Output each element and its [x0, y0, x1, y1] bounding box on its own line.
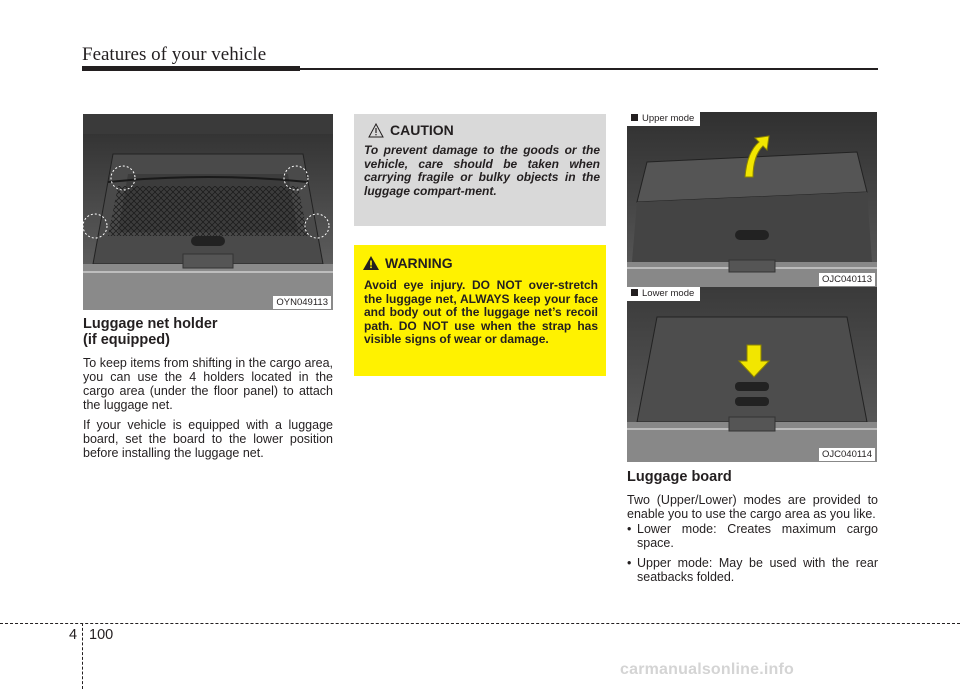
- bullet-mark: •: [627, 522, 632, 536]
- caution-box: [354, 114, 606, 226]
- header-rule: [82, 66, 300, 71]
- warning-box: [354, 245, 606, 376]
- caution-text: To prevent damage to the goods or the vehicle, care should be taken when carrying fragile or bulky objects in the luggage compart-ment.: [364, 143, 600, 198]
- upper-mode-tag-label: Upper mode: [642, 113, 695, 124]
- net-holder-heading-line1: Luggage net holder: [83, 316, 218, 332]
- warning-triangle-icon: [362, 255, 380, 271]
- luggage-board-section: [627, 469, 878, 590]
- photo-code: OJC040114: [819, 448, 875, 461]
- net-holder-paragraph: If your vehicle is equipped with a luggage board, set the board to the lower position before installing the luggage net.: [83, 418, 333, 460]
- list-item: [627, 556, 878, 584]
- bullet-text: Upper mode: May be used with the rear seatbacks folded.: [637, 556, 878, 584]
- page-number: 100: [89, 627, 114, 643]
- square-bullet-icon: [631, 289, 638, 296]
- cargo-net-illustration: [83, 114, 333, 310]
- warning-text: Avoid eye injury. DO NOT over-stretch the luggage net, ALWAYS keep your face and body out of the luggage net’s recoil path. DO NOT use when the strap has visible signs of wear or damage.: [364, 278, 598, 346]
- watermark: carmanualsonline.info: [620, 661, 795, 678]
- luggage-board-lower-photo: [627, 287, 877, 462]
- caution-triangle-icon: [368, 123, 384, 138]
- caution-label: CAUTION: [390, 122, 454, 138]
- page-header-title: Features of your vehicle: [82, 44, 267, 65]
- footer-rule: [0, 623, 960, 624]
- warning-label: WARNING: [385, 255, 453, 271]
- photo-code: OJC040113: [819, 273, 875, 286]
- net-holder-heading-line2: (if equipped): [83, 332, 170, 348]
- footer-divider: [82, 623, 83, 689]
- square-bullet-icon: [631, 114, 638, 121]
- upper-mode-illustration: [627, 112, 877, 287]
- net-holder-paragraph: To keep items from shifting in the cargo area, you can use the 4 holders located in the cargo area (under the floor panel) to attach the luggage net.: [83, 356, 333, 412]
- luggage-board-upper-photo: [627, 112, 877, 287]
- upper-mode-tag: [627, 112, 700, 126]
- luggage-board-heading: Luggage board: [627, 469, 732, 485]
- bullet-mark: •: [627, 556, 632, 570]
- list-item: [627, 522, 878, 550]
- chapter-number: 4: [69, 627, 78, 643]
- lower-mode-illustration: [627, 287, 877, 462]
- lower-mode-tag: [627, 287, 700, 301]
- bullet-text: Lower mode: Creates maximum cargo space.: [637, 522, 878, 550]
- net-holder-heading: [83, 316, 333, 348]
- net-holder-section: [83, 316, 333, 466]
- cargo-net-photo: [83, 114, 333, 310]
- luggage-board-intro: Two (Upper/Lower) modes are provided to enable you to use the cargo area as you like.: [627, 493, 878, 521]
- lower-mode-tag-label: Lower mode: [642, 288, 695, 299]
- header-rule-thin: [300, 68, 878, 70]
- photo-code: OYN049113: [273, 296, 331, 309]
